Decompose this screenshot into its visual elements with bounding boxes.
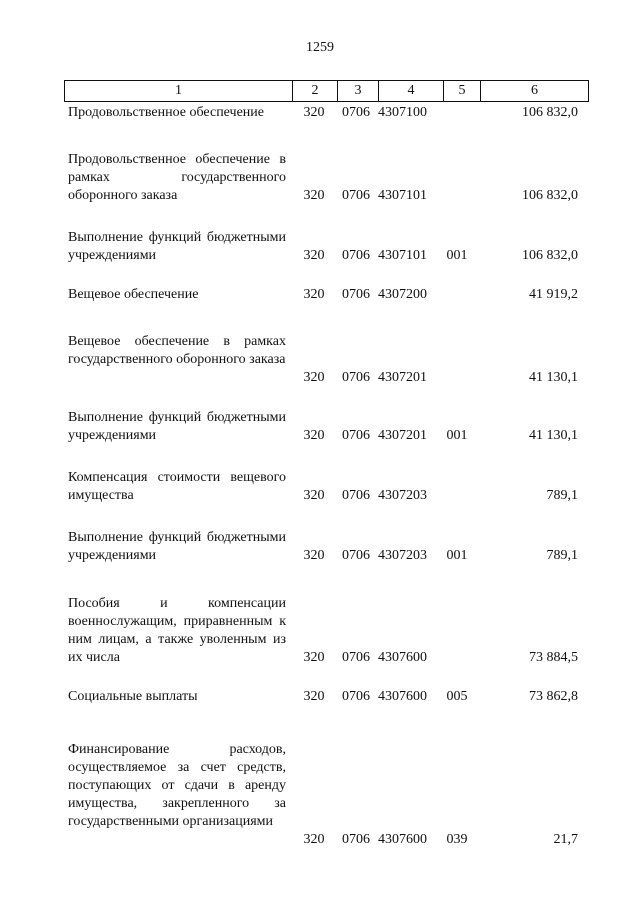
row-code-5: 001	[446, 428, 468, 443]
column-header-4: 4	[379, 81, 444, 102]
page-number: 1259	[306, 40, 334, 55]
row-name: Выполнение функций бюджетными учреждениями	[68, 230, 286, 263]
row-code-4: 4307600	[378, 832, 427, 847]
row-amount: 106 832,0	[522, 188, 578, 203]
row-name: Вещевое обеспечение	[68, 287, 199, 302]
row-code-4: 4307101	[378, 188, 427, 203]
row-code-5: 001	[446, 548, 468, 563]
row-amount: 41 130,1	[529, 370, 578, 385]
row-code-4: 4307101	[378, 248, 427, 263]
row-code-3: 0706	[342, 548, 370, 563]
row-code-3: 0706	[342, 488, 370, 503]
row-name: Выполнение функций бюджетными учреждениями	[68, 530, 286, 563]
column-header-row	[65, 81, 589, 102]
row-code-3: 0706	[342, 248, 370, 263]
column-header-2: 2	[293, 81, 338, 102]
row-name: Выполнение функций бюджетными учреждениями	[68, 410, 286, 443]
row-name: Финансирование расходов, осуществляемое за счет средств, поступающих от сдачи в аренду имущества, закрепленного за государственными организациями	[68, 742, 286, 829]
column-header-3: 3	[338, 81, 379, 102]
row-code-5: 005	[446, 689, 468, 704]
row-name: Пособия и компенсации военнослужащим, приравненным к ним лицам, а также уволенным из их числа	[68, 596, 286, 665]
row-name: Продовольственное обеспечение в рамках государственного оборонного заказа	[68, 152, 286, 203]
row-code-3: 0706	[342, 650, 370, 665]
row-code-4: 4307203	[378, 488, 427, 503]
row-code-3: 0706	[342, 105, 370, 120]
row-amount: 21,7	[553, 832, 578, 847]
row-code-2: 320	[303, 188, 325, 203]
row-name: Социальные выплаты	[68, 689, 198, 704]
row-code-3: 0706	[342, 287, 370, 302]
row-code-2: 320	[303, 548, 325, 563]
row-code-2: 320	[303, 689, 325, 704]
row-code-3: 0706	[342, 832, 370, 847]
row-code-2: 320	[303, 832, 325, 847]
column-header-6: 6	[481, 81, 589, 102]
row-code-4: 4307200	[378, 287, 427, 302]
row-name: Продовольственное обеспечение	[68, 105, 264, 120]
row-code-4: 4307600	[378, 689, 427, 704]
row-amount: 41 919,2	[529, 287, 578, 302]
row-amount: 73 862,8	[529, 689, 578, 704]
row-code-4: 4307201	[378, 370, 427, 385]
row-code-3: 0706	[342, 370, 370, 385]
row-code-3: 0706	[342, 689, 370, 704]
row-code-4: 4307203	[378, 548, 427, 563]
row-amount: 789,1	[546, 488, 578, 503]
row-name: Компенсация стоимости вещевого имущества	[68, 470, 286, 503]
row-code-4: 4307100	[378, 105, 427, 120]
row-amount: 73 884,5	[529, 650, 578, 665]
row-code-2: 320	[303, 488, 325, 503]
row-code-3: 0706	[342, 188, 370, 203]
column-header-table	[64, 80, 589, 102]
row-code-2: 320	[303, 105, 325, 120]
row-code-2: 320	[303, 287, 325, 302]
column-header-1: 1	[65, 81, 293, 102]
row-name: Вещевое обеспечение в рамках государственного оборонного заказа	[68, 334, 286, 367]
row-code-4: 4307201	[378, 428, 427, 443]
row-amount: 789,1	[546, 548, 578, 563]
row-amount: 106 832,0	[522, 248, 578, 263]
column-header-5: 5	[444, 81, 481, 102]
row-code-5: 001	[446, 248, 468, 263]
row-code-3: 0706	[342, 428, 370, 443]
row-code-2: 320	[303, 650, 325, 665]
row-amount: 106 832,0	[522, 105, 578, 120]
row-code-2: 320	[303, 248, 325, 263]
row-code-2: 320	[303, 370, 325, 385]
row-code-5: 039	[446, 832, 468, 847]
row-amount: 41 130,1	[529, 428, 578, 443]
row-code-4: 4307600	[378, 650, 427, 665]
row-code-2: 320	[303, 428, 325, 443]
